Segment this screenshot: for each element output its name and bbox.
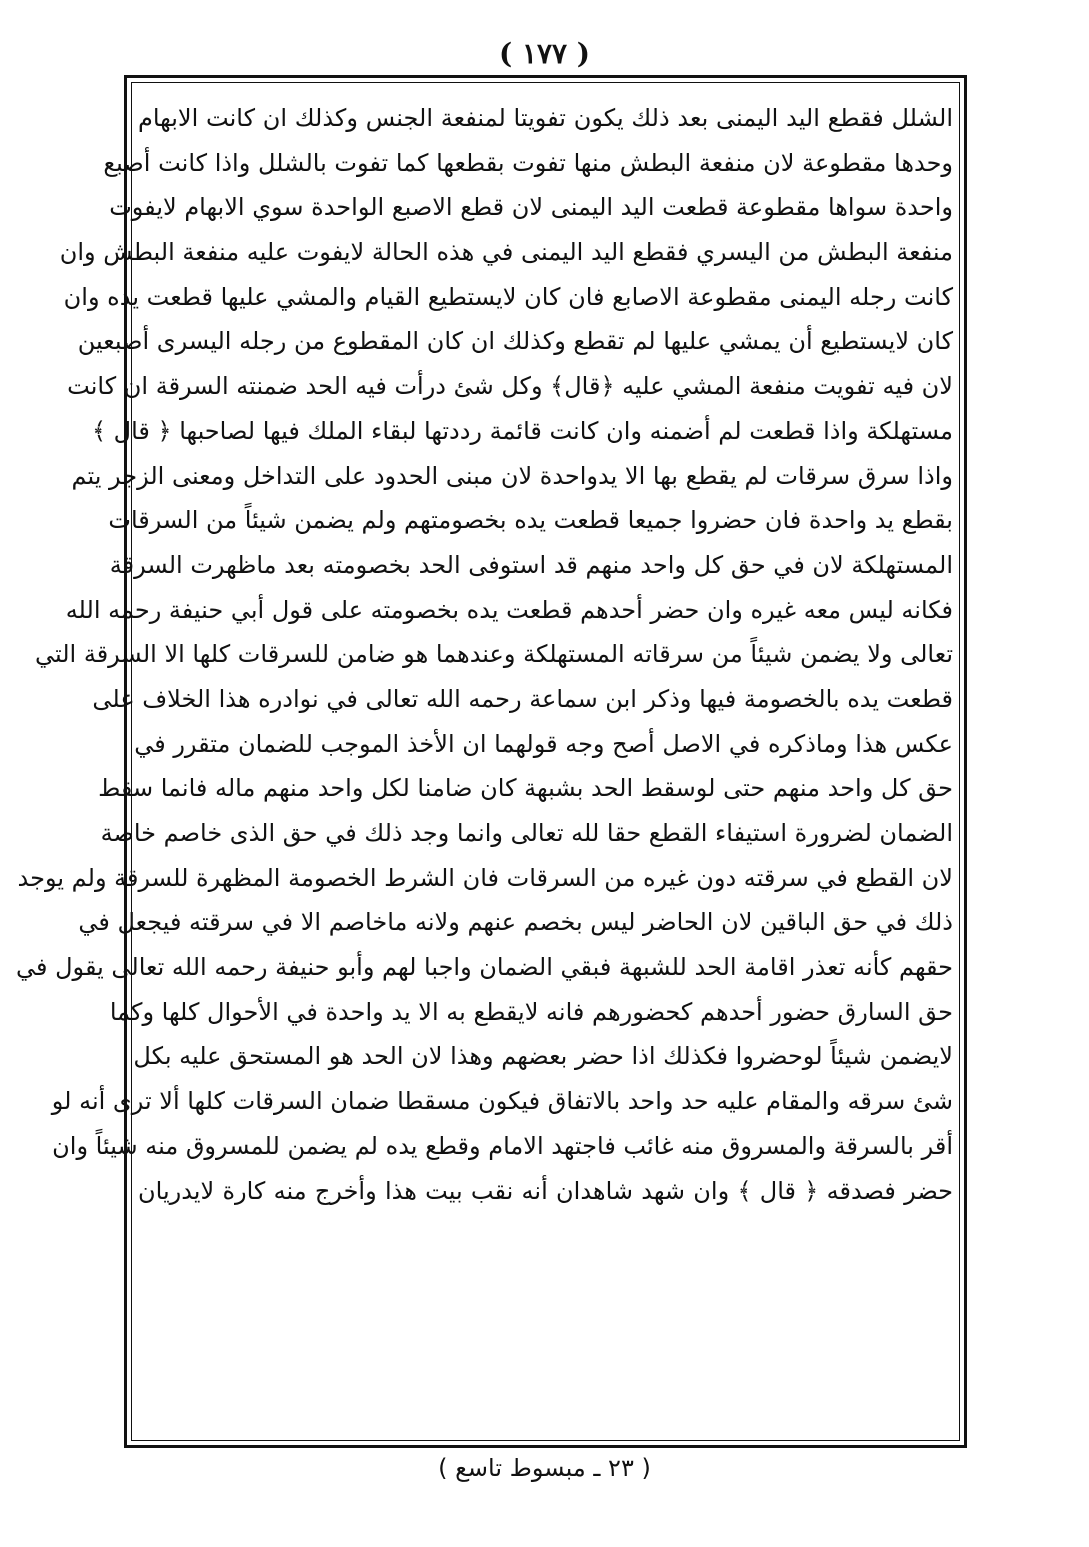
text-line: حق كل واحد منهم حتى لوسقط الحد بشبهة كان ضامنا لكل واحد منهم ماله فانما سقط [98,774,953,803]
text-line: فكانه ليس معه غيره وان حضر أحدهم قطعت يده بخصومته على قول أبي حنيفة رحمه الله [65,595,953,624]
text-line: شئ سرقه والمقام عليه حد واحد بالاتفاق فيكون مسقطا ضمان السرقات كلها ألا ترى أنه لو [51,1087,953,1116]
text-line: حق السارق حضور أحدهم كحضورهم فانه لايقطع به الا يد واحدة في الأحوال كلها وكما [109,997,953,1026]
text-line: أقر بالسرقة والمسروق منه غائب فاجتهد الامام وقطع يده لم يضمن للمسروق منه شيئاً وان [52,1131,953,1160]
page-number: ( ١٧٧ ) [498,37,591,70]
text-line: لان فيه تفويت منفعة المشي عليه ﴿قال﴾ وكل شئ درأت فيه الحد ضمنته السرقة ان كانت [67,372,953,401]
main-text-block [16,96,953,1436]
text-line: لان القطع في سرقته دون غيره من السرقات فان الشرط الخصومة المظهرة للسرقة ولم يوجد [17,863,953,892]
text-line: حضر فصدقه ﴿ قال ﴾ وان شهد شاهدان أنه نقب بيت هذا وأخرج منه كارة لايدريان [138,1176,953,1205]
text-line: مستهلكة واذا قطعت لم أضمنه وان كانت قائمة رددتها لبقاء الملك فيها لصاحبها ﴿ قال ﴾ [91,416,953,445]
text-line: كان لايستطيع أن يمشي عليها لم تقطع وكذلك ان كان المقطوع من رجله اليسرى أصبعين [77,327,953,356]
text-line: الضمان لضرورة استيفاء القطع حقا لله تعالى وانما وجد ذلك في حق الذى خاصم خاصة [100,819,953,847]
text-line: تعالى ولا يضمن شيئاً من سرقاته المستهلكة وعندهما هو ضامن للسرقات كلها الا السرقة التي [34,640,953,669]
text-line: عكس هذا وماذكره في الاصل أصح وجه قولهما ان الأخذ الموجب للضمان متقرر في [134,729,953,758]
text-line: بقطع يد واحدة فان حضروا جميعا قطعت يده بخصومتهم ولم يضمن شيئاً من السرقات [108,506,953,535]
text-line: وحدها مقطوعة لان منفعة البطش منها تفوت بقطعها كما تفوت بالشلل واذا كانت أصبع [103,148,953,177]
text-line: الشلل فقطع اليد اليمنى بعد ذلك يكون تفويتا لمنفعة الجنس وكذلك ان كانت الابهام [138,104,953,132]
footer-signature: ( ٢٣ ـ مبسوط تاسع ) [438,1454,651,1482]
text-line: قطعت يده بالخصومة فيها وذكر ابن سماعة رحمه الله تعالى في نوادره هذا الخلاف على [92,684,953,713]
text-line: لايضمن شيئاً لوحضروا فكذلك اذا حضر بعضهم وهذا لان الحد هو المستحق عليه بكل [133,1042,953,1071]
text-line: منفعة البطش من اليسري فقطع اليد اليمنى في هذه الحالة لايفوت عليه منفعة البطش وان [59,238,953,267]
text-line: واذا سرق سرقات لم يقطع بها الا يدواحدة لان مبنى الحدود على التداخل ومعنى الزجر يتم [71,461,953,490]
text-line: ذلك في حق الباقين لان الحاضر ليس بخصم عنهم ولانه ماخاصم الا في سرقته فيجعل في [78,908,953,937]
text-line: واحدة سواها مقطوعة قطعت اليد اليمنى لان قطع الاصبع الواحدة سوي الابهام لايفوت [109,193,953,222]
text-line: حقهم كأنه تعذر اقامة الحد للشبهة فبقي الضمان واجبا لهم وأبو حنيفة رحمه الله تعالى يقول في [16,953,953,982]
text-line: كانت رجله اليمنى مقطوعة الاصابع فان كان لايستطيع القيام والمشي عليها قطعت يده وان [63,282,953,311]
text-line: المستهلكة لان في حق كل واحد منهم قد استوفى الحد بخصومته بعد ماظهرت السرقة [109,550,953,579]
